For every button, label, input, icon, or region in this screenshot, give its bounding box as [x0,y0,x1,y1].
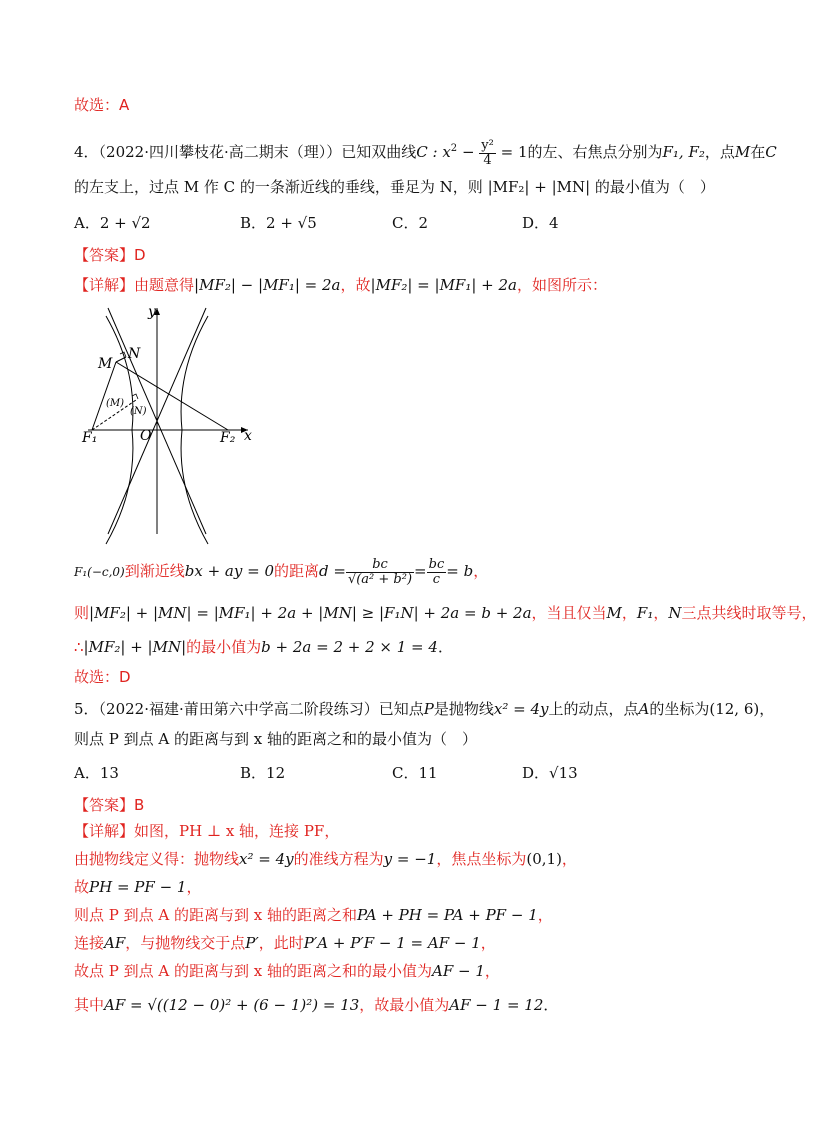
q5-d5e: ，此时 [258,934,304,952]
q5-d4c: ， [537,906,553,924]
q4-detail-tag: 【详解】 [74,276,135,294]
q5-d4a: 则点 P 到点 A 的距离与到 x 轴的距离之和 [74,906,357,924]
q5-detail-line3 [74,876,201,898]
label-f1: F₁ [82,430,98,446]
q4-dist-b: 到渐近线 [124,562,185,580]
q4-detail-1a: 由题意得 [134,276,195,294]
q4-dist-d: 的距离 [273,562,319,580]
q5-d2b: x² = 4y [239,850,294,868]
q4-dist-den2: c [432,571,441,587]
q5-d2e: ，焦点坐标为 [436,850,527,868]
q3-answer-line: 故选：A [74,96,130,114]
q5-stem-a: 5．（2022·福建·莆田第六中学高二阶段练习）已知点 [74,700,424,718]
q4-curve-minus: − [457,143,480,161]
q5-option-a-value: 13 [99,764,119,782]
q5-option-a[interactable] [74,762,119,783]
q5-d4b: PA + PH = PA + PF − 1 [357,906,538,924]
q4-then-c: ，当且仅当 [531,604,607,622]
q4-then-f: F₁ [636,604,654,622]
q4-answer-line: 故选：D [74,668,131,686]
q4-dist-frac2 [427,558,447,587]
q4-curve-frac [479,139,496,168]
q5-option-b[interactable] [240,762,285,783]
q5-d7e: ． [543,996,559,1014]
q5-option-a-label: A． [74,764,100,782]
label-f2: F₂ [220,430,236,446]
label-x: x [244,428,252,444]
q5-option-d[interactable] [522,762,578,783]
q4-detail-1e: ，如图所示： [517,276,608,294]
q4-stem-mid2: ，点 [704,143,735,161]
q5-d5c: ，与抛物线交于点 [125,934,246,952]
q4-hyperbola-figure [70,302,270,534]
segment-m-n [116,357,126,362]
q5-d3b: PH = PF − 1 [89,878,187,896]
q5-d5a: 连接 [74,934,105,952]
q4-therefore-line [74,636,453,658]
segment-f1-m [92,362,116,430]
q4-then-g: ， [653,604,669,622]
q5-detail-line2 [74,848,577,870]
q4-detail-line1 [74,274,607,296]
q4-stem-mid: 的左、右焦点分别为 [527,143,663,161]
q4-dist-e: d = [319,562,346,580]
q5-d7c: ，故最小值为 [359,996,450,1014]
q4-stem-prefix: 4．（2022·四川攀枝花·高二期末（理））已知双曲线 [74,143,417,161]
q5-answer-tag: 【答案】B [74,796,145,814]
q5-d7b: AF = √((12 − 0)² + (6 − 1)²) = 13 [104,996,360,1014]
q4-so-d: b + 2a = 2 + 2 × 1 = 4 [261,638,438,656]
q5-stem-c: 是抛物线 [433,700,494,718]
q4-option-c-label: C． [392,214,419,232]
q4-option-b-label: B． [240,214,267,232]
q5-d5g: ， [480,934,496,952]
q4-dist-a: F₁(−c,0) [74,565,125,579]
q5-d5b: AF [104,934,126,952]
q5-option-c[interactable] [392,762,438,783]
label-n: N [128,346,141,362]
q5-d5d: P′ [245,934,259,952]
q5-d6c: ， [484,962,500,980]
q4-point-m: M [734,143,751,161]
label-y: y [148,304,156,320]
q5-stem-g: 的坐标为 [649,700,710,718]
q4-distance-line [74,556,488,587]
q5-detail-line4 [74,904,553,926]
q4-foci: F₁, F₂ [662,143,705,161]
q5-option-b-value: 12 [266,764,286,782]
q4-dist-frac1 [346,558,414,587]
q4-then-d: M [606,604,622,622]
q4-option-d-label: D． [522,214,550,232]
q5-d2a: 由抛物线定义得：抛物线 [74,850,240,868]
q4-so-c: 的最小值为 [186,638,262,656]
q4-dist-c: bx + ay = 0 [184,562,274,580]
q5-stem-line2: 则点 P 到点 A 的距离与到 x 轴的距离之和的最小值为（ ） [74,730,477,748]
q4-stem-line2: 的左支上，过点 M 作 C 的一条渐近线的垂线，垂足为 N，则 |MF₂| + |MN| 的最小值为（ ） [74,178,715,196]
q5-d7a: 其中 [74,996,105,1014]
q4-then-b: |MF₂| + |MN| = |MF₁| + 2a + |MN| ≥ |F₁N| + 2a = b + 2a [89,604,532,622]
q5-d5f: P′A + P′F − 1 = AF − 1 [303,934,481,952]
q4-dist-num2: bc [428,556,445,572]
q4-dist-g: = b [446,562,474,580]
q5-d3c: ， [186,878,202,896]
q5-stem-i: ， [759,700,775,718]
q4-option-a[interactable] [74,212,151,233]
q5-option-c-value: 11 [418,764,438,782]
q4-stem-in: 在 [750,143,766,161]
q5-d6a: 故点 P 到点 A 的距离与到 x 轴的距离之和的最小值为 [74,962,432,980]
q5-d2c: 的准线方程为 [293,850,384,868]
label-m-prime: (M) [106,398,125,409]
q4-detail-1c: ，故 [340,276,371,294]
q5-option-d-label: D． [522,764,550,782]
q5-stem-b: P [423,700,434,718]
q4-option-b[interactable] [240,212,317,233]
q5-detail-1: 如图，PH ⊥ x 轴，连接 PF， [134,822,340,840]
q4-so-b: |MF₂| + |MN| [83,638,187,656]
q4-then-a: 则 [74,604,90,622]
q4-then-i: 三点共线时取等号， [681,604,817,622]
label-o: O [140,428,152,444]
q5-detail-tag: 【详解】 [74,822,135,840]
q4-option-a-value: 2 + √2 [99,214,151,232]
q5-stem-f: A [638,700,650,718]
q4-then-line [74,602,817,624]
q4-so-a: ∴ [74,638,84,656]
q4-curve-frac-den: 4 [483,152,492,168]
q4-curve-frac-num: y² [481,137,494,153]
q5-stem-h: (12, 6) [709,700,760,718]
q5-d6b: AF − 1 [432,962,485,980]
q4-option-c[interactable] [392,212,428,233]
q5-stem-d: x² = 4y [493,700,549,718]
q5-stem-e: 上的动点，点 [548,700,639,718]
q4-answer-tag: 【答案】D [74,246,146,264]
q5-detail-line5 [74,932,496,954]
q4-detail-1b: |MF₂| − |MF₁| = 2a [194,276,341,294]
q5-detail-line7 [74,994,558,1016]
q4-option-d[interactable] [522,212,559,233]
q5-option-c-label: C． [392,764,419,782]
q4-so-e: ． [437,638,453,656]
q5-detail-line6 [74,960,500,982]
q4-option-d-value: 4 [549,214,559,232]
q4-dist-h: ， [473,562,489,580]
q5-option-d-value: √13 [549,764,578,782]
q4-curve-lhs: C : x [416,143,451,161]
label-m: M [98,356,113,372]
q4-curve-rhs: = 1 [495,143,528,161]
q4-stem-line1: 4．（2022·四川攀枝花·高二期末（理））已知双曲线C : $x^2$ − $\frac{\text{y²}}{4}$ = 1的左、右焦点分别为F₁, F₂，点M在C [74,137,777,168]
q5-d2d: y = −1 [383,850,437,868]
q4-dist-num: bc [346,558,414,573]
q4-option-b-value: 2 + √5 [266,214,317,232]
q5-detail-line1 [74,820,339,842]
q4-dist-den: √(a² + b²) [347,571,413,587]
q5-d2g: ， [561,850,577,868]
q5-d7d: AF − 1 = 12 [449,996,544,1014]
q4-option-c-value: 2 [418,214,429,232]
q5-option-b-label: B． [240,764,267,782]
q5-d2f: (0,1) [526,850,562,868]
q4-then-h: N [668,604,682,622]
q5-stem-line1 [74,698,774,720]
q4-dist-f: = [414,562,427,580]
q4-then-e: ， [621,604,637,622]
q4-option-a-label: A． [74,214,100,232]
q4-detail-1d: |MF₂| = |MF₁| + 2a [370,276,518,294]
label-n-prime: (N) [130,406,147,417]
q5-d3a: 故 [74,878,90,896]
q4-point-c: C [765,143,777,161]
